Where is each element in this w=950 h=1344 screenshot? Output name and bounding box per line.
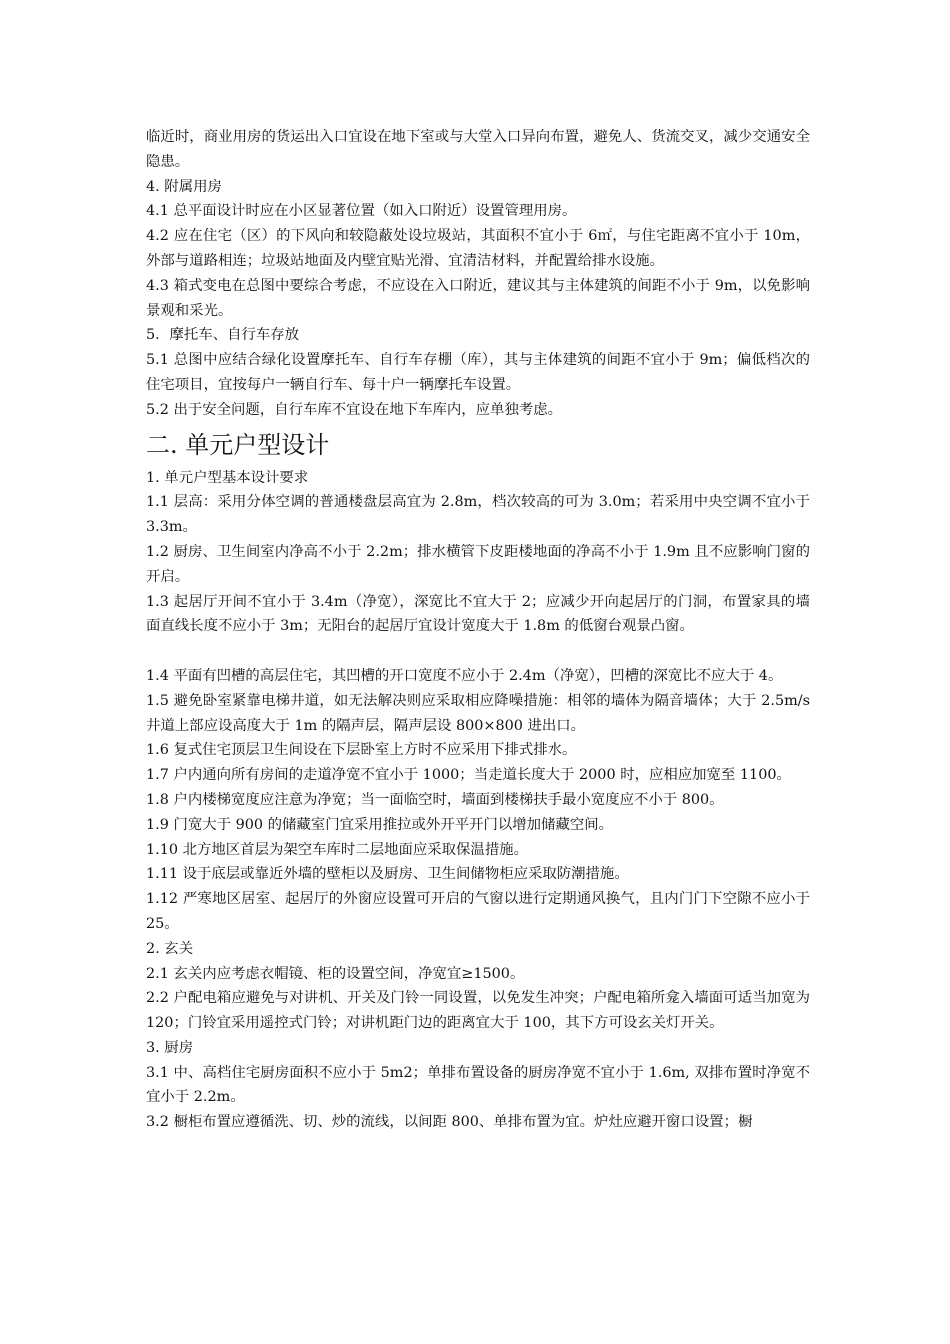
paragraph: 1.6 复式住宅顶层卫生间设在下层卧室上方时不应采用下排式排水。 [146,742,577,759]
section-subtitle: 2. 玄关 [146,940,194,957]
section-subtitle: 3. 厨房 [146,1039,194,1056]
paragraph: 1.2 厨房、卫生间室内净高不小于 2.2m；排水横管下皮距楼地面的净高不小于 1.9m 且不应影响门窗的开启。 [146,543,810,585]
paragraph: 1.8 户内楼梯宽度应注意为净宽；当一面临空时，墙面到楼梯扶手最小宽度应不小于 800。 [146,791,724,808]
paragraph: 1.1 层高：采用分体空调的普通楼盘层高宜为 2.8m，档次较高的可为 3.0m；若采用中央空调不宜小于 3.3m。 [146,494,810,536]
paragraph: 1.3 起居厅开间不宜小于 3.4m（净宽），深宽比不宜大于 2；应减少开向起居厅的门洞，布置家具的墙面直线长度不应小于 3m；无阳台的起居厅宜设计宽度大于 1.8m 的低窗台观景凸窗。 [146,593,810,635]
paragraph: 4.2 应在住宅（区）的下风向和较隐蔽处设垃圾站，其面积不宜小于 6㎡，与住宅距离不宜小于 10m，外部与道路相连；垃圾站地面及内壁宜贴光滑、宜清洁材料，并配置给排水设施。 [146,228,810,269]
section-subtitle: 4. 附属用房 [146,178,222,195]
blank-line [146,639,810,664]
paragraph: 1.5 避免卧室紧靠电梯井道，如无法解决则应采取相应降噪措施：相邻的墙体为隔音墙体；大于 2.5m/s 井道上部应设高度大于 1m 的隔声层，隔声层设 800×800 进出口。 [146,692,810,734]
paragraph: 1.4 平面有凹槽的高层住宅，其凹槽的开口宽度不应小于 2.4m（净宽），凹槽的深宽比不应大于 4。 [146,667,783,684]
section-heading: 二. 单元户型设计 [146,430,330,459]
paragraph: 2.1 玄关内应考虑衣帽镜、柜的设置空间，净宽宜≥1500。 [146,965,525,982]
paragraph: 4.3 箱式变电在总图中要综合考虑，不应设在入口附近，建议其与主体建筑的间距不小于 9m，以免影响景观和采光。 [146,277,810,319]
paragraph: 3.1 中、高档住宅厨房面积不应小于 5m2；单排布置设备的厨房净宽不宜小于 1.6m, 双排布置时净宽不宜小于 2.2m。 [146,1064,810,1106]
paragraph: 1.9 门宽大于 900 的储藏室门宜采用推拉或外开平开门以增加储藏空间。 [146,816,614,833]
paragraph: 1.11 设于底层或靠近外墙的壁柜以及厨房、卫生间储物柜应采取防潮措施。 [146,866,629,883]
paragraph: 5.1 总图中应结合绿化设置摩托车、自行车存棚（库），其与主体建筑的间距不宜小于 9m；偏低档次的住宅项目，宜按每户一辆自行车、每十户一辆摩托车设置。 [146,352,810,393]
section-subtitle: 1. 单元户型基本设计要求 [146,469,309,486]
paragraph: 4.1 总平面设计时应在小区显著位置（如入口附近）设置管理用房。 [146,203,577,220]
paragraph: 1.12 严寒地区居室、起居厅的外窗应设置可开启的气窗以进行定期通风换气，且内门门下空隙不应小于 25。 [146,891,810,932]
paragraph: 1.7 户内通向所有房间的走道净宽不宜小于 1000；当走道长度大于 2000 时，应相应加宽至 1100。 [146,767,791,784]
paragraph: 3.2 橱柜布置应遵循洗、切、炒的流线，以间距 800、单排布置为宜。炉灶应避开窗口设置；橱 [146,1114,753,1131]
paragraph: 1.10 北方地区首层为架空车库时二层地面应采取保温措施。 [146,841,528,858]
section-subtitle: 5．摩托车、自行车存放 [146,327,300,344]
document-page [146,125,810,1135]
paragraph: 2.2 户配电箱应避免与对讲机、开关及门铃一同设置，以免发生冲突；户配电箱所龛入墙面可适当加宽为 120；门铃宜采用遥控式门铃；对讲机距门边的距离宜大于 100，其下方可设玄关灯开关。 [146,990,810,1032]
paragraph: 5.2 出于安全问题，自行车库不宜设在地下车库内，应单独考虑。 [146,401,563,418]
paragraph: 临近时，商业用房的货运出入口宜设在地下室或与大堂入口异向布置，避免人、货流交叉，减少交通安全隐患。 [146,129,810,170]
